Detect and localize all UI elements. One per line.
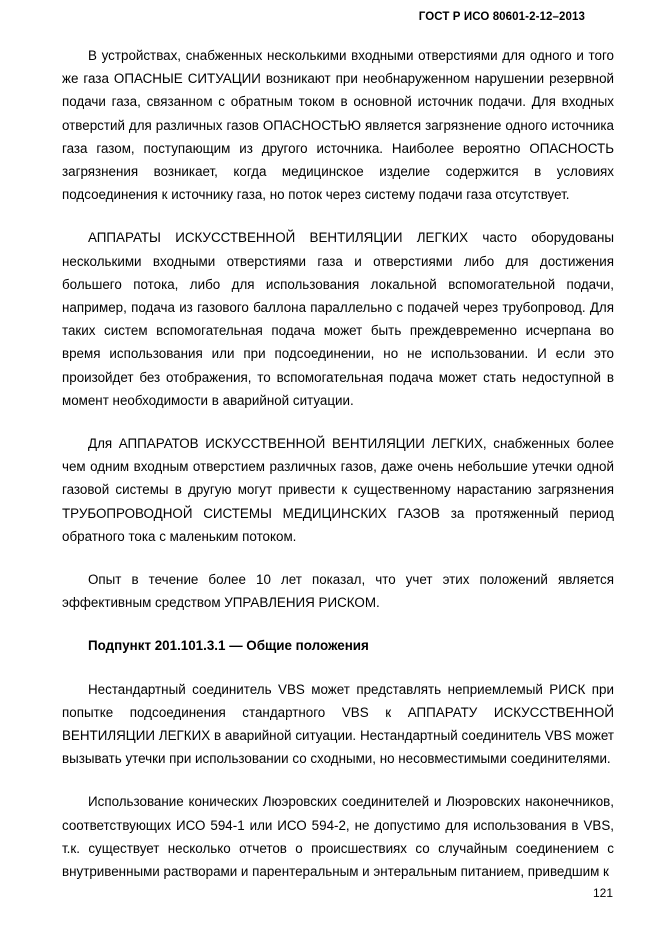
paragraph-multiple-inlets-hazards: В устройствах, снабженных несколькими входными отверстиями для одного и того же газа ОПАСНЫЕ СИТУАЦИИ возникают при необнаруженном нарушении резервной подачи газа, связанном с обратным током в основной источник подачи. Для входных отверстий для различных газов ОПАСНОСТЬЮ является загрязнение одного источника газа газом, поступающим из другого источника. Наиболее вероятно ОПАСНОСТЬ загрязнения возникает, когда медицинское изделие содержится в условиях подсоединения к источнику газа, но поток через систему подачи газа отсутствует. <box>62 48 614 203</box>
document-body <box>62 44 614 883</box>
section-heading-201-101-3-1: Подпункт 201.101.3.1 — Общие положения <box>88 638 369 654</box>
paragraph-ventilator-auxiliary-supply: АППАРАТЫ ИСКУССТВЕННОЙ ВЕНТИЛЯЦИИ ЛЕГКИХ часто оборудованы несколькими входными отверстиями газа и отверстиями либо для достижения большего потока, либо для использования локальной вспомогательной подачи, например, подача из газового баллона параллельно с подачей через трубопровод. Для таких систем вспомогательная подача может быть преждевременно исчерпана во время использования или при подсоединении, но не использовании. И если это произойдет без отображения, то вспомогательная подача может стать недоступной в момент необходимости в аварийной ситуации. <box>62 230 614 408</box>
paragraph-risk-management-experience: Опыт в течение более 10 лет показал, что учет этих положений является эффективным средством УПРАВЛЕНИЯ РИСКОМ. <box>62 572 614 611</box>
page-number: 121 <box>592 886 613 900</box>
paragraph-pipeline-contamination: Для АППАРАТОВ ИСКУССТВЕННОЙ ВЕНТИЛЯЦИИ ЛЕГКИХ, снабженных более чем одним входным отверстием различных газов, даже очень небольшие утечки одной газовой системы в другую могут привести к существенному нарастанию загрязнения ТРУБОПРОВОДНОЙ СИСТЕМЫ МЕДИЦИНСКИХ ГАЗОВ за протяженный период обратного тока с маленьким потоком. <box>62 436 614 544</box>
paragraph-luer-connectors: Использование конических Люэровских соединителей и Люэровских наконечников, соответствующих ИСО 594-1 или ИСО 594-2, не допустимо для использования в VBS, т.к. существует несколько отчетов о происшествиях со случайным соединением с внутривенными растворами и парентеральным и энтеральным питанием, приведшим к <box>62 794 614 880</box>
standard-designation-header: ГОСТ Р ИСО 80601-2-12–2013 <box>418 11 585 23</box>
paragraph-nonstandard-vbs-connector: Нестандартный соединитель VBS может представлять неприемлемый РИСК при попытке подсоединения стандартного VBS к АППАРАТУ ИСКУССТВЕННОЙ ВЕНТИЛЯЦИИ ЛЕГКИХ в аварийной ситуации. Нестандартный соединитель VBS может вызывать утечки при использовании со сходными, но несовместимыми соединителями. <box>62 681 614 767</box>
